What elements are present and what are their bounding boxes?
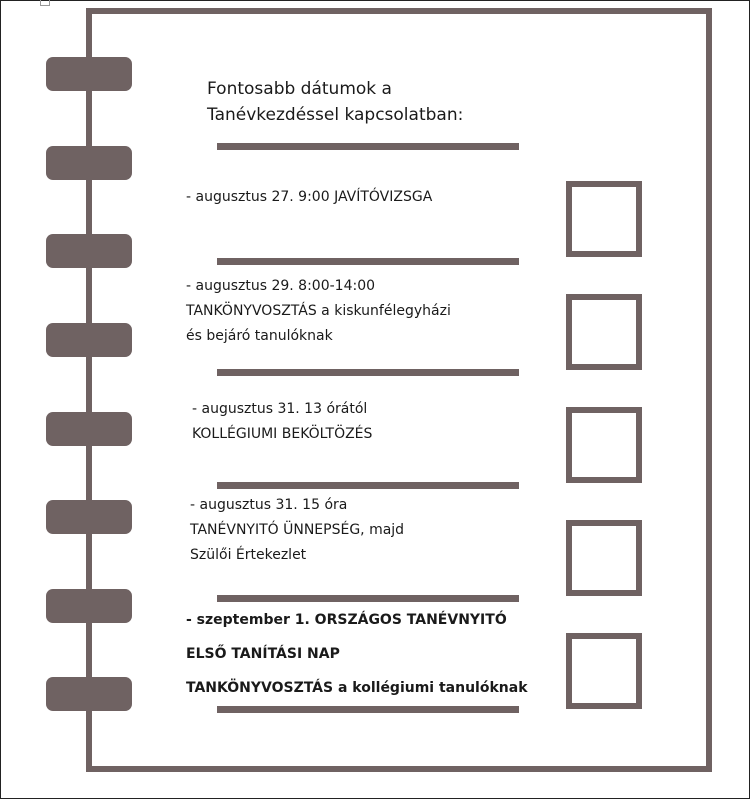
date-entry: [186, 603, 528, 705]
spiral-ring-icon: [46, 412, 132, 446]
spiral-ring-icon: [46, 323, 132, 357]
date-entry-line: TANKÖNYVOSZTÁS a kiskunfélegyházi: [186, 303, 451, 319]
date-entry-line: ELSŐ TANÍTÁSI NAP: [186, 646, 340, 662]
spiral-ring-icon: [46, 500, 132, 534]
date-entry: [190, 493, 404, 568]
date-entry-line: - augusztus 27. 9:00 JAVÍTÓVIZSGA: [186, 189, 433, 205]
spiral-ring-icon: [46, 234, 132, 268]
date-entry-line: - augusztus 31. 13 órától: [192, 401, 368, 417]
empty-checkbox-icon[interactable]: [566, 633, 642, 709]
date-entry: [186, 274, 451, 349]
page-title-line: Tanévkezdéssel kapcsolatban:: [207, 105, 464, 125]
date-entry-line: és bejáró tanulóknak: [186, 328, 333, 344]
divider-line: [217, 482, 519, 489]
empty-checkbox-icon[interactable]: [566, 294, 642, 370]
date-entry-line: - augusztus 29. 8:00-14:00: [186, 278, 376, 294]
empty-checkbox-icon[interactable]: [566, 407, 642, 483]
date-entry-line: Szülői Értekezlet: [190, 547, 307, 563]
date-entry-line: - augusztus 31. 15 óra: [190, 497, 348, 513]
page-title-line: Fontosabb dátumok a: [207, 79, 392, 99]
divider-line: [217, 143, 519, 150]
spiral-ring-icon: [46, 589, 132, 623]
spiral-ring-icon: [46, 57, 132, 91]
notebook-spine: [86, 8, 92, 772]
date-entry: [192, 397, 372, 447]
date-entry-line: KOLLÉGIUMI BEKÖLTÖZÉS: [192, 426, 373, 442]
divider-line: [217, 258, 519, 265]
date-entry: [186, 185, 432, 210]
spiral-ring-icon: [46, 146, 132, 180]
divider-line: [217, 706, 519, 713]
corner-mark: [40, 0, 50, 6]
date-entry-line: TANKÖNYVOSZTÁS a kollégiumi tanulóknak: [186, 680, 528, 696]
empty-checkbox-icon[interactable]: [566, 181, 642, 257]
divider-line: [217, 595, 519, 602]
spiral-ring-icon: [46, 677, 132, 711]
page-title: [207, 76, 463, 128]
date-entry-line: TANÉVNYITÓ ÜNNEPSÉG, majd: [190, 522, 405, 538]
empty-checkbox-icon[interactable]: [566, 520, 642, 596]
divider-line: [217, 369, 519, 376]
date-entry-line: - szeptember 1. ORSZÁGOS TANÉVNYITÓ: [186, 612, 507, 628]
